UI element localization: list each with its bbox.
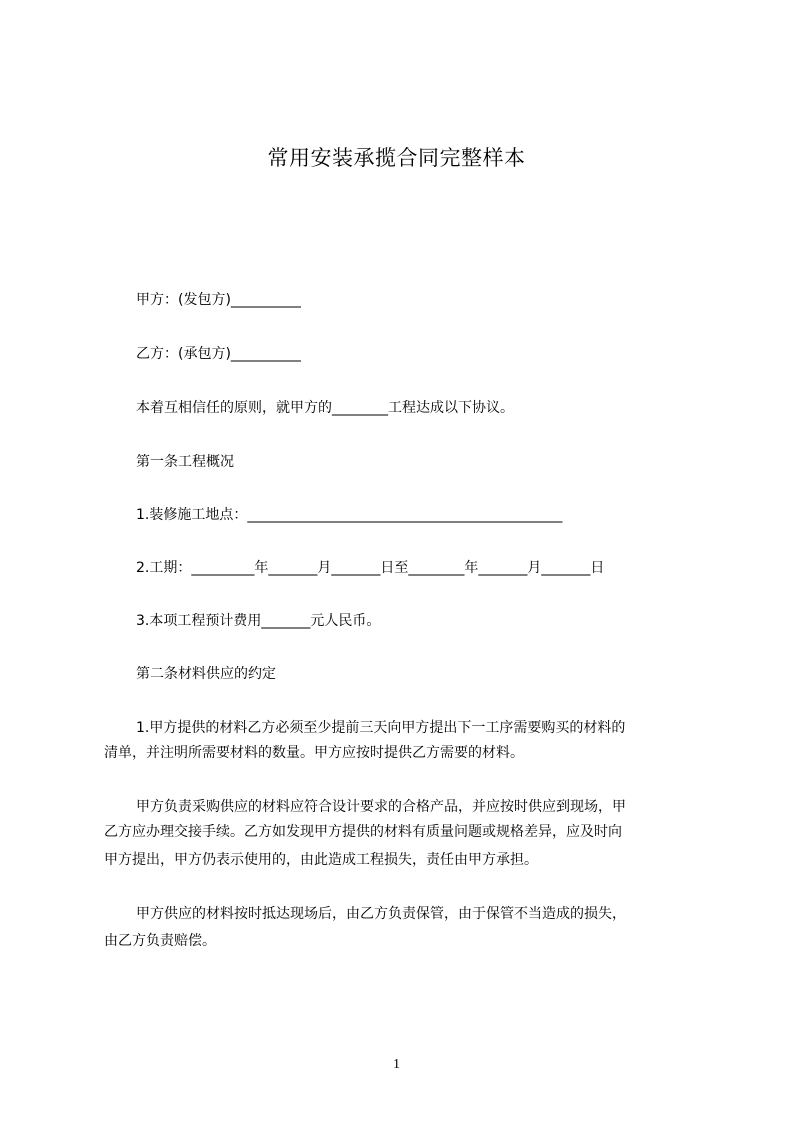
document-title: 常用安装承揽合同完整样本 — [267, 146, 526, 170]
party-b-line: 乙方：(承包方)__________ — [136, 346, 301, 362]
paragraph-3-line-1: 甲方供应的材料按时抵达现场后，由乙方负责保管，由于保管不当造成的损失， — [136, 906, 626, 922]
paragraph-1-line-2: 清单，并注明所需要材料的数量。甲方应按时提供乙方需要的材料。 — [104, 745, 524, 761]
article-1-heading: 第一条工程概况 — [136, 454, 234, 470]
page-number: 1 — [393, 1057, 400, 1072]
paragraph-2-line-3: 甲方提出，甲方仍表示使用的，由此造成工程损失，责任由甲方承担。 — [104, 852, 538, 868]
item-2-period: 2.工期：_________年_______月_______日至________年_______月_______日 — [136, 560, 605, 576]
item-1-location: 1.装修施工地点：_____________________________________________ — [136, 507, 563, 523]
paragraph-3-line-2: 由乙方负责赔偿。 — [104, 933, 216, 949]
paragraph-1-line-1: 1.甲方提供的材料乙方必须至少提前三天向甲方提出下一工序需要购买的材料的 — [136, 720, 626, 736]
party-a-line: 甲方：(发包方)__________ — [136, 292, 301, 308]
item-3-cost: 3.本项工程预计费用_______元人民币。 — [136, 613, 381, 629]
article-2-heading: 第二条材料供应的约定 — [136, 666, 276, 682]
paragraph-2-line-1: 甲方负责采购供应的材料应符合设计要求的合格产品，并应按时供应到现场，甲 — [136, 799, 626, 815]
paragraph-2-line-2: 乙方应办理交接手续。乙方如发现甲方提供的材料有质量问题或规格差异，应及时向 — [104, 824, 622, 840]
intro-paragraph: 本着互相信任的原则，就甲方的________工程达成以下协议。 — [136, 400, 514, 416]
